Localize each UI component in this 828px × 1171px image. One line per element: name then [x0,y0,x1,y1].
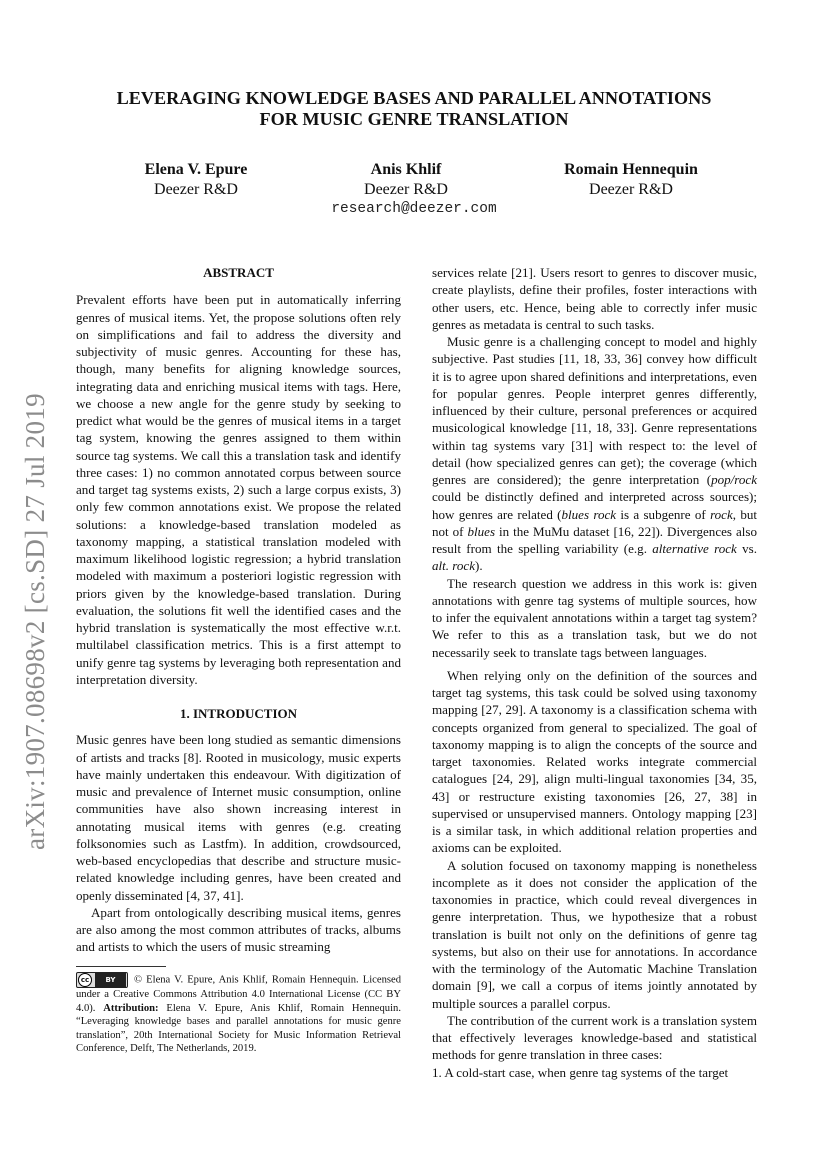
intro-paragraph-3: Music genre is a challenging concept to model and highly subjective. Past studies [11, 18, 33, 36] convey how difficult it is to agree upon shared definitions and interpretations, even for popular genres. People interpret genres differently, influenced by their culture, personal preferences or acquired musicological knowledge [11, 18, 33]. Genre representations within tag systems vary [31] with respect to: the level of detail (how specialized genres can get); the coverage (which genres are considered); the genre interpretation (pop/rock could be distinctly defined and interpreted across sources); how genres are related (blues rock is a subgenre of rock, but not of blues in the MuMu dataset [16, 22]). Divergences also result from the spelling variability (e.g. alternative rock vs. alt. rock). [432,334,758,574]
intro-paragraph-4: The research question we address in this work is: given annotations with genre tag systems of multiple sources, how to infer the equivalent annotations within a target tag system? We refer to this as a translation task, but we do not necessarily seek to translate tags between languages. [432,575,757,660]
intro-list-item-1: 1. A cold-start case, when genre tag systems of the target [432,1064,729,1080]
author-3 [531,160,731,200]
title-line-1: LEVERAGING KNOWLEDGE BASES AND PARALLEL ANNOTATIONS [116,88,712,108]
author-affiliation: Deezer R&D [154,181,238,198]
intro-paragraph-7: The contribution of the current work is a translation system that effectively leverages knowledge-based and statistical methods for genre translation in three cases: [432,1012,757,1063]
author-1 [96,160,296,200]
arxiv-identifier: arXiv:1907.08698v2 [cs.SD] 27 Jul 2019 [20,393,50,850]
right-column [432,264,757,1081]
author-2 [306,160,506,200]
license-footnote [76,972,401,1056]
author-name: Anis Khlif [370,161,442,178]
abstract-text: Prevalent efforts have been put in automatically inferring genres of musical items. Yet, the propose solutions often rely on simplifications and fail to address the diversity and subjectivity of music genres. Accounting for these has, though, many benefits for aligning knowledge sources, integrating data and enriching musical items with tags. Here, we choose a new angle for the genre study by seeking to predict what would be the genres of musical items in a target tag system, knowing the genres assigned to them within source tag systems. We call this a translation task and identify three cases: 1) no common annotated corpus between source and target tag systems exists, 2) such a large corpus exists, 3) only few common annotations exist. We propose the related solutions: a knowledge-based translation modeled as taxonomy mapping, a statistical translation modeled with maximum likelihood logistic regression; a hybrid translation modeled with maximum a posteriori logistic regression with priors given by the knowledge-based translation. During evaluation, the solutions fit well the identified cases and the hybrid translation is systematically the most effective w.r.t. multilabel classification metrics. This is a first attempt to unify genre tag systems by leveraging both representation and interpretation diversity. [76,292,401,687]
author-affiliation: Deezer R&D [364,181,448,198]
intro-paragraph-6: A solution focused on taxonomy mapping is nonetheless incomplete as it does not consider the application of the taxonomies in practice, which could reveal divergences in genre interpretation. Thus, we hypothesize that a robust translation is built not only on the definitions of genre tag systems, but also on their use for annotations. In accordance with the terminology of the Automatic Machine Translation domain [9], we call a corpus of items jointly annotated by multiple sources a parallel corpus. [432,857,757,1011]
copyright-text: © Elena V. Epure, Anis Khlif, Romain Hennequin. Licensed under a Creative Commons Attribution 4.0 International License (CC BY 4.0). [76,974,401,1014]
footnote-divider [76,966,166,967]
intro-paragraph-2-start: Apart from ontologically describing musical items, genres are also among the most common attributes of tracks, albums and artists to which the users of music streaming [76,904,401,955]
attribution-label: Attribution: [103,1002,159,1014]
left-column [76,262,401,956]
author-name: Elena V. Epure [144,161,248,178]
abstract-heading: ABSTRACT [203,265,274,280]
intro-paragraph-2-end: services relate [21]. Users resort to genres to discover music, create playlists, define their profiles, foster interactions with other users, etc. Hence, being able to correctly infer music genres as metadata is central to such tasks. [432,265,757,332]
cc-by-license-icon: cc BY [76,972,128,988]
introduction-heading: 1. INTRODUCTION [179,706,297,721]
author-email: research@deezer.com [331,201,497,217]
author-affiliation: Deezer R&D [589,181,673,198]
author-name: Romain Hennequin [564,161,698,178]
intro-paragraph-5: When relying only on the definition of the sources and target tag systems, this task could be solved using taxonomy mapping [27, 29]. A taxonomy is a classification schema with concepts organized from general to specialized. The goal of taxonomy mapping is to align the concepts of the source and target taxonomies. Related works integrate commercial catalogues [24, 29], align multi-lingual taxonomies [34, 35, 43] or restructure existing taxonomies [26, 27, 38] in supervised or unsupervised manners. Ontology mapping [23] is a similar task, in which additional relation properties and axioms can be exploited. [432,667,757,856]
paper-title [60,88,768,130]
intro-paragraph-1: Music genres have been long studied as semantic dimensions of artists and tracks [8]. Rooted in musicology, music experts have mainly undertaken this endeavour. With digitization of music and prevalence of Internet music consumption, online communities have also shown increasing interest in annotating musical items with genres (e.g. creating folksonomies such as Lastfm). In addition, crowdsourced, web-based encyclopedias that describe and structure music-related knowledge including genres, have been created and openly disseminated [4, 37, 41]. [76,732,401,903]
title-line-2: FOR MUSIC GENRE TRANSLATION [259,109,569,129]
attribution-text: Elena V. Epure, Anis Khlif, Romain Hennequin. “Leveraging knowledge bases and parallel annotations for music genre translation”, 20th International Society for Music Information Retrieval Conference, Delft, The Netherlands, 2019. [76,1002,401,1055]
